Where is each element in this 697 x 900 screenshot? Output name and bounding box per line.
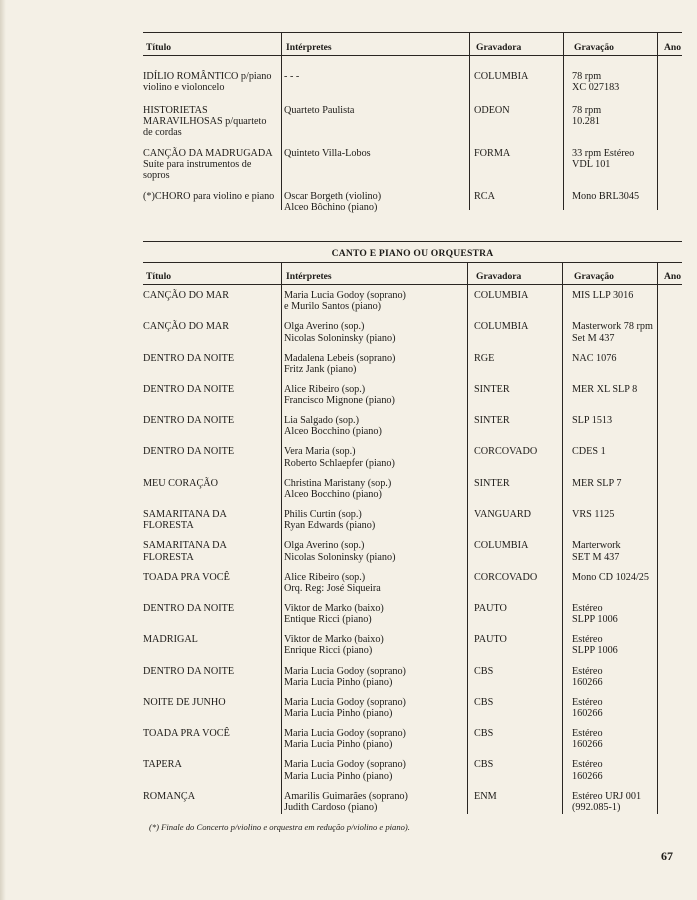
cell-interpretes — [284, 478, 470, 500]
header-gravacao: Gravação — [574, 271, 614, 282]
table-row — [143, 572, 682, 603]
cell-interpretes-line: Fritz Jank (piano) — [284, 363, 357, 375]
cell-interpretes-line: Judith Cardoso (piano) — [284, 801, 378, 813]
cell-interpretes — [284, 603, 470, 625]
cell-titulo-line: de cordas — [143, 127, 182, 139]
cell-interpretes — [284, 290, 470, 312]
cell-titulo — [143, 603, 279, 614]
cell-interpretes — [284, 191, 470, 213]
cell-gravacao-line: SET M 437 — [572, 551, 620, 563]
cell-titulo — [143, 415, 279, 426]
cell-interpretes-line: Nicolas Soloninsky (piano) — [284, 551, 396, 563]
cell-interpretes-line: Maria Lucia Godoy (soprano) — [284, 290, 406, 301]
cell-interpretes — [284, 666, 470, 688]
table-row — [143, 540, 682, 571]
table-row — [143, 509, 682, 540]
cell-gravacao-line: 160266 — [572, 770, 603, 782]
cell-gravacao-line: SLPP 1006 — [572, 614, 618, 626]
cell-gravacao-line: 10.281 — [572, 116, 601, 128]
cell-interpretes-line: Maria Lucia Pinho (piano) — [284, 676, 393, 688]
cell-gravadora-line: SINTER — [474, 415, 510, 427]
table2-col-rule-3 — [562, 262, 563, 814]
cell-gravadora — [474, 603, 562, 614]
cell-titulo — [143, 446, 279, 457]
cell-gravacao-line: Estéreo — [572, 602, 603, 614]
table2-col-rule-2 — [467, 262, 468, 814]
cell-gravacao-line: SLPP 1006 — [572, 645, 618, 657]
cell-titulo-line: CANÇÃO DO MAR — [143, 290, 230, 301]
cell-interpretes-line: Roberto Schlaepfer (piano) — [284, 457, 395, 469]
cell-interpretes — [284, 791, 470, 813]
cell-gravadora — [474, 540, 562, 551]
cell-interpretes — [284, 353, 470, 375]
cell-gravacao-line: 160266 — [572, 676, 603, 688]
cell-gravadora-line: CBS — [474, 759, 494, 771]
cell-gravadora — [474, 148, 562, 159]
table1-col-rule-2 — [469, 33, 470, 210]
cell-gravacao — [572, 634, 676, 656]
cell-titulo-line: MEU CORAÇÃO — [143, 477, 218, 489]
cell-interpretes — [284, 384, 470, 406]
cell-interpretes-line: Maria Lucia Godoy (soprano) — [284, 696, 406, 708]
cell-interpretes-line: Maria Lucia Godoy (soprano) — [284, 728, 406, 740]
cell-interpretes-line: Madalena Lebeis (soprano) — [284, 352, 396, 364]
cell-gravacao-line: Mono CD 1024/25 — [572, 571, 649, 583]
cell-titulo-line: CANÇÃO DO MAR — [143, 321, 230, 333]
cell-gravadora-line: COLUMBIA — [474, 290, 529, 301]
cell-interpretes-line: Alceo Bôchino (piano) — [284, 202, 378, 214]
cell-interpretes-line: Maria Lucia Godoy (soprano) — [284, 759, 406, 771]
cell-gravacao — [572, 415, 676, 426]
cell-gravacao-line: Marterwork — [572, 540, 621, 552]
cell-gravacao-line: VDL 101 — [572, 159, 611, 171]
cell-interpretes-line: e Murilo Santos (piano) — [284, 301, 382, 313]
cell-titulo — [143, 384, 279, 395]
cell-gravadora-line: COLUMBIA — [474, 540, 529, 552]
section-rule-top — [143, 241, 682, 242]
cell-gravadora — [474, 572, 562, 583]
cell-gravacao-line: Estéreo — [572, 634, 603, 646]
header-interpretes: Intérpretes — [286, 42, 332, 53]
table-row — [143, 759, 682, 790]
cell-gravadora — [474, 728, 562, 739]
cell-interpretes — [284, 728, 470, 750]
cell-gravacao — [572, 446, 676, 457]
table-row — [143, 478, 682, 509]
cell-titulo — [143, 540, 279, 562]
cell-gravacao — [572, 666, 676, 688]
cell-gravadora — [474, 105, 562, 116]
cell-interpretes — [284, 71, 470, 82]
table-row — [143, 697, 682, 728]
cell-interpretes-line: Orq. Reg: José Siqueira — [284, 582, 381, 594]
cell-gravadora-line: CBS — [474, 728, 494, 740]
cell-interpretes-line: Lia Salgado (sop.) — [284, 415, 359, 427]
cell-interpretes-line: Amarilis Guimarães (soprano) — [284, 790, 408, 802]
cell-titulo-line: DENTRO DA NOITE — [143, 352, 235, 364]
cell-titulo-line: FLORESTA — [143, 520, 194, 532]
cell-interpretes — [284, 697, 470, 719]
cell-gravacao-line: 78 rpm — [572, 71, 602, 82]
cell-gravadora-line: SINTER — [474, 477, 510, 489]
cell-titulo — [143, 728, 279, 739]
table1-col-rule-4 — [657, 33, 658, 210]
cell-gravacao — [572, 697, 676, 719]
cell-interpretes — [284, 540, 470, 562]
cell-gravacao-line: MIS LLP 3016 — [572, 290, 634, 301]
cell-titulo — [143, 148, 279, 182]
cell-gravadora — [474, 634, 562, 645]
table-row — [143, 191, 682, 221]
header-titulo: Título — [146, 271, 172, 282]
table2-body — [143, 290, 682, 822]
cell-gravadora-line: CBS — [474, 665, 494, 677]
cell-titulo — [143, 572, 279, 583]
cell-titulo-line: Suíte para instrumentos de — [143, 159, 252, 171]
cell-titulo-line: DENTRO DA NOITE — [143, 602, 235, 614]
cell-titulo-line: NOITE DE JUNHO — [143, 696, 226, 708]
cell-gravacao-line: Estéreo URJ 001 — [572, 790, 642, 802]
cell-interpretes — [284, 148, 470, 159]
cell-gravadora — [474, 791, 562, 802]
header-interpretes: Intérpretes — [286, 271, 332, 282]
footnote: (*) Finale do Concerto p/violino e orquestra em redução p/violino e piano). — [149, 822, 410, 832]
table-row — [143, 321, 682, 352]
cell-gravadora — [474, 321, 562, 332]
cell-interpretes — [284, 759, 470, 781]
cell-gravadora-line: RGE — [474, 352, 495, 364]
cell-titulo — [143, 105, 279, 139]
cell-interpretes-line: Enrique Ricci (piano) — [284, 645, 373, 657]
table-row — [143, 353, 682, 384]
cell-titulo — [143, 791, 279, 802]
cell-gravadora-line: CBS — [474, 696, 494, 708]
cell-titulo-line: TOADA PRA VOCÊ — [143, 728, 230, 740]
cell-gravacao-line: Masterwork 78 rpm — [572, 321, 653, 333]
cell-gravadora-line: PAUTO — [474, 634, 507, 646]
table2-header — [143, 262, 682, 285]
table-row — [143, 791, 682, 822]
cell-gravacao-line: MER XL SLP 8 — [572, 383, 638, 395]
cell-titulo — [143, 71, 279, 93]
cell-gravadora-line: COLUMBIA — [474, 321, 529, 333]
table-row — [143, 290, 682, 321]
cell-gravacao-line: (992.085-1) — [572, 801, 621, 813]
table2-col-rule-4 — [657, 262, 658, 814]
cell-gravadora — [474, 697, 562, 708]
cell-gravacao-line: Estéreo — [572, 696, 603, 708]
cell-interpretes-line: Francisco Mignone (piano) — [284, 395, 395, 407]
cell-interpretes — [284, 415, 470, 437]
table2 — [143, 262, 682, 822]
page-number: 67 — [661, 849, 673, 863]
table1-header — [143, 33, 682, 56]
table-row — [143, 728, 682, 759]
cell-interpretes-line: Nicolas Soloninsky (piano) — [284, 332, 396, 344]
table-row — [143, 446, 682, 477]
cell-gravacao-line: CDES 1 — [572, 446, 606, 458]
table-row — [143, 71, 682, 105]
cell-titulo-line: DENTRO DA NOITE — [143, 383, 235, 395]
cell-titulo-line: DENTRO DA NOITE — [143, 446, 235, 458]
cell-interpretes-line: Maria Lucia Pinho (piano) — [284, 770, 393, 782]
cell-gravacao — [572, 321, 676, 343]
cell-titulo-line: violino e violoncelo — [143, 82, 225, 94]
cell-titulo — [143, 191, 279, 202]
table-row — [143, 105, 682, 148]
cell-titulo-line: (*)CHORO para violino e piano — [143, 191, 275, 202]
table1-col-rule-1 — [281, 33, 282, 210]
cell-gravadora — [474, 290, 562, 301]
cell-gravadora-line: CORCOVADO — [474, 446, 538, 458]
cell-titulo — [143, 666, 279, 677]
cell-gravacao-line: 160266 — [572, 708, 603, 720]
cell-interpretes-line: - - - — [284, 71, 300, 82]
cell-interpretes-line: Oscar Borgeth (violino) — [284, 191, 382, 202]
cell-interpretes-line: Maria Lucia Godoy (soprano) — [284, 665, 406, 677]
cell-gravacao-line: NAC 1076 — [572, 352, 617, 364]
cell-titulo — [143, 353, 279, 364]
table-row — [143, 384, 682, 415]
cell-gravacao-line: Set M 437 — [572, 332, 615, 344]
table1-col-rule-3 — [563, 33, 564, 210]
cell-gravadora-line: CORCOVADO — [474, 571, 538, 583]
cell-gravacao-line: Mono BRL3045 — [572, 191, 640, 202]
cell-gravacao — [572, 728, 676, 750]
cell-gravacao — [572, 148, 676, 170]
cell-gravacao-line: XC 027183 — [572, 82, 620, 94]
cell-gravacao — [572, 290, 676, 301]
cell-gravadora-line: ODEON — [474, 105, 510, 116]
cell-gravacao-line: SLP 1513 — [572, 415, 613, 427]
cell-gravadora-line: ENM — [474, 790, 497, 802]
table2-col-rule-1 — [281, 262, 282, 814]
cell-interpretes — [284, 572, 470, 594]
cell-titulo-line: DENTRO DA NOITE — [143, 415, 235, 427]
cell-interpretes — [284, 446, 470, 468]
cell-gravacao — [572, 478, 676, 489]
cell-titulo-line: DENTRO DA NOITE — [143, 665, 235, 677]
cell-titulo-line: SAMARITANA DA — [143, 540, 227, 552]
cell-interpretes-line: Ryan Edwards (piano) — [284, 520, 376, 532]
cell-titulo — [143, 321, 279, 332]
cell-gravadora — [474, 446, 562, 457]
page-edge — [0, 0, 6, 900]
cell-titulo-line: HISTORIETAS — [143, 105, 208, 116]
cell-titulo-line: FLORESTA — [143, 551, 194, 563]
cell-gravacao — [572, 572, 676, 583]
cell-gravacao-line: VRS 1125 — [572, 509, 615, 521]
cell-titulo-line: TOADA PRA VOCÊ — [143, 571, 230, 583]
cell-gravadora-line: VANGUARD — [474, 509, 531, 521]
table1 — [143, 33, 682, 221]
cell-gravacao-line: Estéreo — [572, 665, 603, 677]
cell-interpretes — [284, 321, 470, 343]
cell-gravadora — [474, 353, 562, 364]
table-row — [143, 666, 682, 697]
table1-body — [143, 71, 682, 221]
header-gravadora: Gravadora — [476, 42, 522, 53]
cell-interpretes-line: Vera Maria (sop.) — [284, 446, 356, 458]
table-row — [143, 634, 682, 665]
cell-interpretes — [284, 509, 470, 531]
cell-gravacao-line: 160266 — [572, 739, 603, 751]
cell-interpretes-line: Quarteto Paulista — [284, 105, 355, 116]
cell-interpretes-line: Alceo Bocchino (piano) — [284, 488, 382, 500]
cell-gravadora — [474, 415, 562, 426]
cell-gravacao — [572, 353, 676, 364]
cell-gravadora — [474, 509, 562, 520]
cell-interpretes-line: Maria Lucia Pinho (piano) — [284, 708, 393, 720]
cell-gravadora-line: COLUMBIA — [474, 71, 529, 82]
cell-titulo — [143, 697, 279, 708]
cell-gravacao — [572, 105, 676, 127]
cell-gravacao-line: Estéreo — [572, 759, 603, 771]
cell-gravacao — [572, 71, 676, 93]
cell-gravadora-line: FORMA — [474, 148, 511, 159]
cell-interpretes-line: Quinteto Villa-Lobos — [284, 148, 371, 159]
cell-interpretes-line: Olga Averino (sop.) — [284, 321, 365, 333]
cell-gravacao-line: Estéreo — [572, 728, 603, 740]
cell-titulo — [143, 478, 279, 489]
cell-interpretes-line: Viktor de Marko (baixo) — [284, 602, 384, 614]
cell-titulo — [143, 509, 279, 531]
cell-titulo — [143, 634, 279, 645]
cell-gravadora — [474, 71, 562, 82]
cell-titulo-line: ROMANÇA — [143, 790, 196, 802]
cell-titulo-line: CANÇÃO DA MADRUGADA — [143, 148, 273, 159]
cell-gravadora — [474, 191, 562, 202]
cell-titulo — [143, 759, 279, 770]
cell-gravadora — [474, 666, 562, 677]
cell-titulo-line: IDÍLIO ROMÂNTICO p/piano — [143, 71, 272, 82]
header-gravadora: Gravadora — [476, 271, 522, 282]
cell-gravadora — [474, 478, 562, 489]
header-titulo: Título — [146, 42, 172, 53]
header-gravacao: Gravação — [574, 42, 614, 53]
cell-interpretes-line: Philis Curtin (sop.) — [284, 509, 362, 521]
cell-gravacao — [572, 603, 676, 625]
cell-titulo-line: SAMARITANA DA — [143, 509, 227, 521]
cell-gravacao — [572, 540, 676, 562]
cell-interpretes — [284, 634, 470, 656]
cell-gravadora — [474, 759, 562, 770]
cell-interpretes-line: Alice Ribeiro (sop.) — [284, 383, 366, 395]
cell-gravadora-line: SINTER — [474, 383, 510, 395]
cell-gravacao — [572, 384, 676, 395]
table-row — [143, 415, 682, 446]
cell-gravadora-line: PAUTO — [474, 602, 507, 614]
cell-interpretes-line: Alceo Bocchino (piano) — [284, 426, 382, 438]
cell-interpretes-line: Alice Ribeiro (sop.) — [284, 571, 366, 583]
table-row — [143, 148, 682, 191]
cell-gravadora — [474, 384, 562, 395]
cell-titulo-line: MADRIGAL — [143, 634, 198, 646]
cell-gravadora-line: RCA — [474, 191, 495, 202]
cell-gravacao-line: 33 rpm Estéreo — [572, 148, 635, 159]
header-ano: Ano — [664, 271, 682, 282]
cell-titulo-line: MARAVILHOSAS p/quarteto — [143, 116, 267, 128]
cell-titulo — [143, 290, 279, 301]
cell-interpretes-line: Entique Ricci (piano) — [284, 614, 372, 626]
cell-gravacao — [572, 509, 676, 520]
cell-interpretes-line: Viktor de Marko (baixo) — [284, 634, 384, 646]
table-row — [143, 603, 682, 634]
cell-titulo-line: TAPERA — [143, 759, 182, 771]
cell-titulo-line: sopros — [143, 170, 170, 182]
cell-gravacao-line: MER SLP 7 — [572, 477, 622, 489]
cell-gravacao — [572, 191, 676, 202]
cell-interpretes-line: Maria Lucia Pinho (piano) — [284, 739, 393, 751]
section-title: CANTO E PIANO OU ORQUESTRA — [331, 248, 494, 259]
cell-gravacao-line: 78 rpm — [572, 105, 602, 116]
cell-gravacao — [572, 791, 676, 813]
cell-interpretes-line: Christina Maristany (sop.) — [284, 477, 392, 489]
cell-gravacao — [572, 759, 676, 781]
cell-interpretes — [284, 105, 470, 116]
cell-interpretes-line: Olga Averino (sop.) — [284, 540, 365, 552]
header-ano: Ano — [664, 42, 682, 53]
